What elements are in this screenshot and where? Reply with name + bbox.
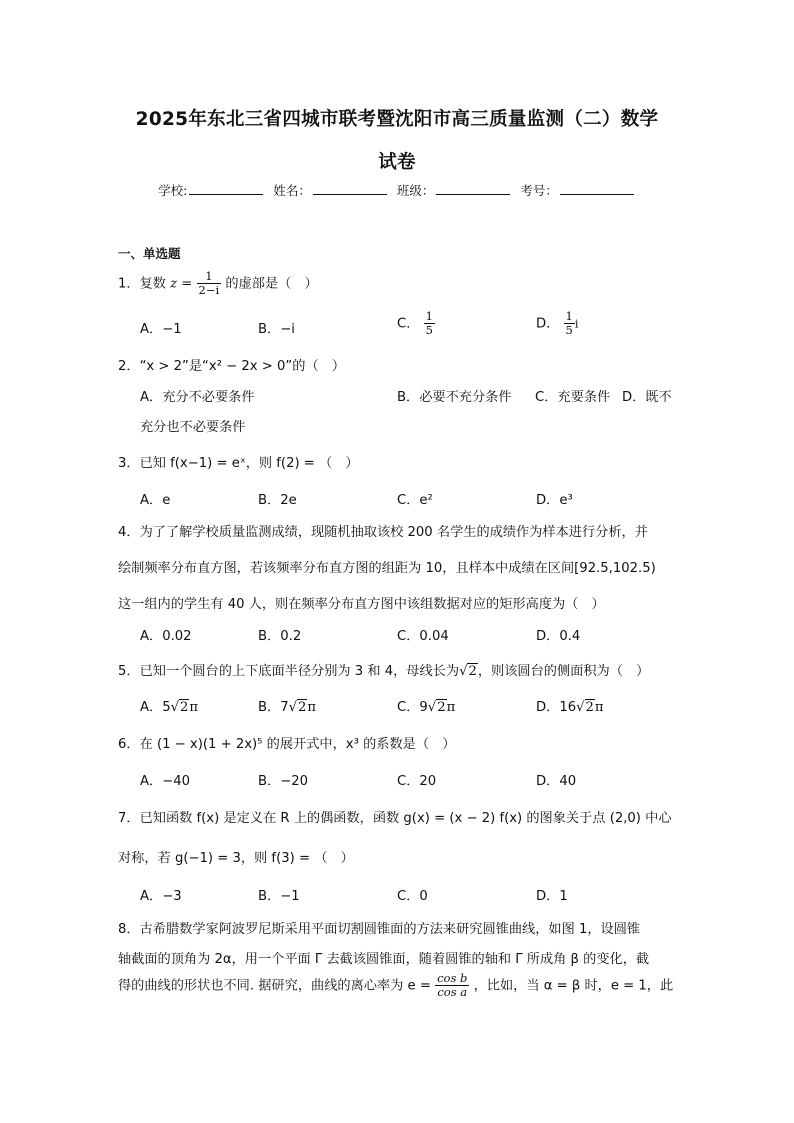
q1-option-c: C． $\frac{1}{5}$ [397, 309, 433, 337]
number-label: 考号： [520, 183, 558, 198]
q1-option-a: A．−1 [140, 322, 182, 337]
question-7-line1: 7．已知函数 f(x) 是定义在 R 上的偶函数，函数 g(x) = (x − 2) f(x) 的图象关于点 (2,0) 中心 [118, 811, 672, 826]
q6-option-b: B．−20 [258, 774, 309, 789]
number-blank [560, 182, 634, 195]
class-label: 班级： [396, 183, 435, 198]
name-label: 姓名： [273, 183, 311, 198]
q6-option-a: A．−40 [140, 774, 191, 789]
q4-option-c: C．0.04 [397, 629, 449, 644]
question-6: 6．在 (1 − x)(1 + 2x)⁵ 的展开式中，x³ 的系数是（ ） [118, 737, 456, 752]
question-4-line3: 这一组内的学生有 40 人，则在频率分布直方图中该组数据对应的矩形高度为（ ） [118, 597, 605, 612]
name-blank [313, 182, 387, 195]
q1-option-d: D． $\frac{1}{5}$ i [536, 309, 579, 337]
q5-option-a: A．5√2π [140, 700, 199, 715]
question-4-line1: 4．为了了解学校质量监测成绩，现随机抽取该校 200 名学生的成绩作为样本进行分析，并 [118, 525, 648, 540]
exam-title-line1: 2025年东北三省四城市联考暨沈阳市高三质量监测（二）数学 [135, 109, 659, 130]
q1-fraction: $\frac{1}{2-i}$ [198, 269, 220, 297]
question-7-line2: 对称，若 g(−1) = 3，则 f(3) = （ ） [118, 851, 354, 866]
school-blank [189, 182, 263, 195]
q7-option-b: B．−1 [258, 889, 300, 904]
student-info-row [0, 181, 794, 199]
question-1: 1．复数 z = $\frac{1}{2-i}$ 的虚部是（ ） [118, 269, 318, 297]
q7-option-d: D．1 [536, 889, 568, 904]
q2-option-d-cont: 充分也不必要条件 [140, 420, 246, 435]
q3-option-d: D．e³ [536, 493, 573, 508]
question-8-line3: 得的曲线的形状也不同. 据研究，曲线的离心率为 e = $\frac{\text{cos b}}{\text{cos a}}$ ，比如，当 α = β 时，e = 1，此 [118, 971, 674, 999]
question-2: 2．“x > 2”是“x² − 2x > 0”的（ ） [118, 359, 346, 374]
q5-option-b: B．7√2π [258, 700, 317, 715]
q5-option-d: D．16√2π [536, 700, 604, 715]
q6-option-c: C．20 [397, 774, 437, 789]
class-blank [436, 182, 510, 195]
q1-option-b: B．−i [258, 322, 295, 337]
school-label: 学校: [158, 183, 188, 198]
question-4-line2: 绘制频率分布直方图，若该频率分布直方图的组距为 10，且样本中成绩在区间[92.5,102.5) [118, 561, 656, 576]
q2-option-b: B．必要不充分条件 [397, 390, 512, 405]
q4-option-b: B．0.2 [258, 629, 302, 644]
q3-option-b: B．2e [258, 493, 297, 508]
exam-title-line2: 试卷 [378, 152, 416, 173]
q1-z: z [170, 276, 178, 292]
question-8-line2: 轴截面的顶角为 2α，用一个平面 Γ 去截该圆锥面，随着圆锥的轴和 Γ 所成角 β 的变化，截 [118, 952, 650, 967]
question-5: 5．已知一个圆台的上下底面半径分别为 3 和 4，母线长为√2，则该圆台的侧面积为（ ） [118, 664, 650, 679]
q2-option-a: A．充分不必要条件 [140, 390, 255, 405]
question-3: 3．已知 f(x−1) = eˣ，则 f(2) = （ ） [118, 456, 359, 471]
q3-option-c: C．e² [397, 493, 433, 508]
q1-post: 的虚部是（ ） [225, 276, 318, 292]
question-8-line1: 8．古希腊数学家阿波罗尼斯采用平面切割圆锥面的方法来研究圆锥曲线，如图 1，设圆锥 [118, 922, 641, 937]
q2-option-d: D．既不 [622, 390, 672, 405]
q6-option-d: D．40 [536, 774, 577, 789]
q4-option-d: D．0.4 [536, 629, 581, 644]
q2-option-c: C．充要条件 [535, 390, 611, 405]
q7-option-a: A．−3 [140, 889, 182, 904]
q5-option-c: C．9√2π [397, 700, 456, 715]
q1-pre: 1．复数 [118, 276, 166, 292]
section-heading: 一、单选题 [118, 246, 181, 261]
q4-option-a: A．0.02 [140, 629, 192, 644]
q3-option-a: A．e [140, 493, 171, 508]
q7-option-c: C．0 [397, 889, 428, 904]
